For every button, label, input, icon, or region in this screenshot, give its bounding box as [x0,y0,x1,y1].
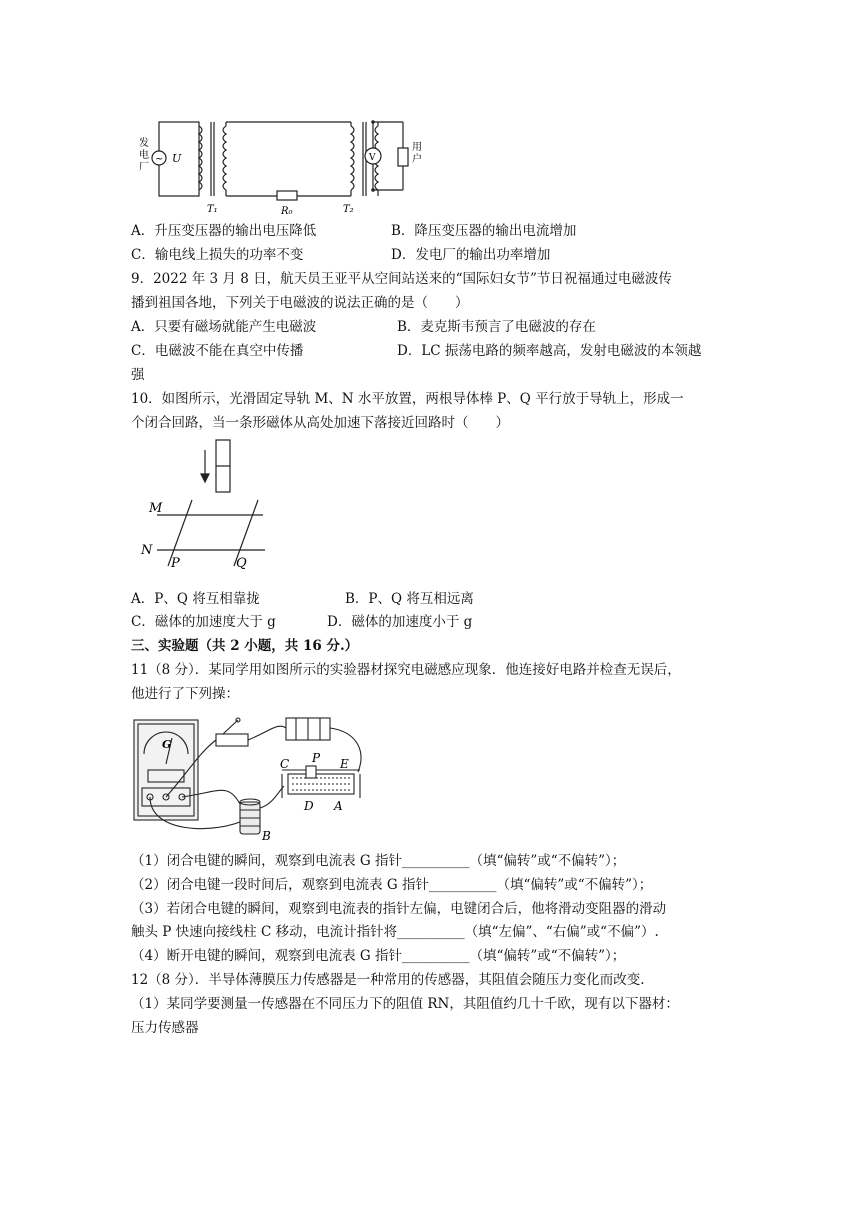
q9-option-b: B．麦克斯韦预言了电磁波的存在 [397,319,596,335]
q9-stem-line-2: 播到祖国各地，下列关于电磁波的说法正确的是（ ） [131,295,469,311]
magnet-rails-diagram [135,436,275,576]
generator-symbol: ~ [155,154,164,165]
q12-stem-line-2: （1）某同学要测量一传感器在不同压力下的阻值 RN，其阻值约几十千欧，现有以下器材： [131,996,679,1012]
q11-step-1: （1）闭合电键的瞬间，观察到电流表 G 指针__________（填“偏转”或“不偏转”）； [131,853,626,869]
terminal-a-label: A [334,799,343,813]
q11-step-3-line-2: 触头 P 快速向接线柱 C 移动，电流计指针将__________（填“左偏”、“右偏”或“不偏”）. [131,924,659,940]
voltage-label: U [172,152,182,165]
rail-m-label: M [149,501,163,516]
q11-step-3-line-1: （3）若闭合电键的瞬间，观察到电流表的指针左偏，电键闭合后，他将滑动变阻器的滑动 [131,901,667,917]
t2-label: T₂ [343,204,354,215]
q12-stem-line-3: 压力传感器 [131,1020,199,1036]
q9-stem-line-1: 9．2022 年 3 月 8 日，航天员王亚平从空间站送来的“国际妇女节”节日祝福通过电磁波传 [131,271,672,287]
terminal-c-label: C [280,757,290,771]
voltmeter-label: V [369,153,376,163]
q10-stem-line-1: 10．如图所示，光滑固定导轨 M、N 水平放置，两根导体棒 P、Q 平行放于导轨上，形成一 [131,391,684,407]
q9-option-d: D．LC 振荡电路的频率越高，发射电磁波的本领越 [397,343,702,359]
rail-n-label: N [141,543,153,558]
q10-stem-line-2: 个闭合回路，当一条形磁体从高处加速下落接近回路时（ ） [131,415,509,431]
q8-option-b: B．降压变压器的输出电流增加 [391,223,577,239]
q11-step-2: （2）闭合电键一段时间后，观察到电流表 G 指针__________（填“偏转”或“不偏转”）； [131,877,653,893]
t1-label: T₁ [207,204,218,215]
bar-q-label: Q [236,556,247,571]
q9-option-c: C．电磁波不能在真空中传播 [131,343,304,359]
terminal-d-label: D [304,799,314,813]
coil-b-label: B [262,829,271,843]
galvanometer-label: G [162,738,172,751]
q12-stem-line-1: 12（8 分）．半导体薄膜压力传感器是一种常用的传感器，其阻值会随压力变化而改变. [131,972,645,988]
q8-option-d: D．发电厂的输出功率增加 [391,247,551,263]
q11-stem-line-1: 11（8 分）．某同学用如图所示的实验器材探究电磁感应现象．他连接好电路并检查无误后， [131,662,681,678]
r0-label: R₀ [281,206,293,217]
bar-p-label: P [171,556,180,571]
q10-option-b: B．P、Q 将互相远离 [345,591,474,607]
q11-step-4: （4）断开电键的瞬间，观察到电流表 G 指针__________（填“偏转”或“不偏转”）； [131,948,626,964]
transmission-circuit-diagram [135,108,435,218]
q11-stem-line-2: 他进行了下列操： [131,686,239,702]
q8-option-c: C．输电线上损失的功率不变 [131,247,304,263]
q9-option-d-continued: 强 [131,367,145,383]
section-3-title: 三、实验题（共 2 小题，共 16 分.） [131,638,359,654]
terminal-e-label: E [340,757,349,771]
user-label: 用户 [412,142,422,165]
q8-option-a: A．升压变压器的输出电压降低 [131,223,317,239]
electromagnetic-induction-apparatus [128,712,378,844]
power-plant-label: 发电厂 [139,138,149,173]
q10-option-d: D．磁体的加速度小于 g [327,614,473,630]
q10-option-c: C．磁体的加速度大于 g [131,614,276,630]
q10-option-a: A．P、Q 将互相靠拢 [131,591,260,607]
q9-option-a: A．只要有磁场就能产生电磁波 [131,319,317,335]
slider-p-label: P [312,751,321,765]
